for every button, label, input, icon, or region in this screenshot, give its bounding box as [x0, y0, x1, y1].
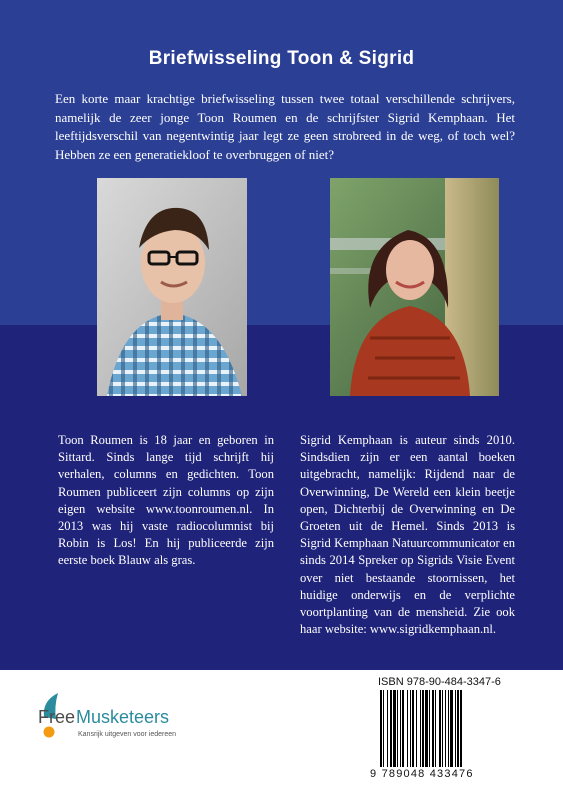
barcode-bar [393, 690, 396, 767]
barcode-bar [460, 690, 462, 767]
barcode-bar [387, 690, 388, 767]
barcode-bar [445, 690, 446, 767]
logo-dot-icon [42, 725, 56, 739]
sigrid-bio: Sigrid Kemphaan is auteur sinds 2010. Sindsdien zijn er een aantal boeken uitgebracht, namelijk: Rijdend naar de Overwinning, De Wereld een klein beetje open, Dichterbij de Overwinning en De Groeten uit de Hemel. Sinds 2013 is Sigrid Kemphaan Natuurcommunicator en sinds 2014 Spreker op Sigrids Visie Event over niet bestaande stoornissen, het huidige onderwijs en de verplichte voortplanting van de mensheid. Zie ook haar website: www.sigridkemphaan.nl. [300, 433, 515, 637]
isbn-label: ISBN 978-90-484-3347-6 [378, 676, 501, 688]
barcode-bar [439, 690, 441, 767]
barcode [378, 690, 513, 767]
publisher-logo [38, 697, 208, 749]
barcode-bar [457, 690, 459, 767]
barcode-bar [422, 690, 424, 767]
toon-photo [97, 178, 247, 396]
intro-paragraph: Een korte maar krachtige briefwisseling tussen twee totaal verschillende schrijvers, namelijk de zeer jonge Toon Roumen en de schrijfster Sigrid Kemphaan. Het leeftijdsverschil van negentwintig jaar legt ze geen strobreed in de weg, of toch wel? Hebben ze een generatiekloof te overbruggen of niet? [55, 91, 515, 162]
barcode-bar [450, 690, 453, 767]
barcode-bar [416, 690, 417, 767]
barcode-bar [442, 690, 443, 767]
barcode-bar [432, 690, 434, 767]
barcode-bar [455, 690, 456, 767]
barcode-number: 9 789048 433476 [370, 768, 474, 780]
barcode-bar [429, 690, 430, 767]
barcode-bar [435, 690, 436, 767]
barcode-bar [412, 690, 414, 767]
publisher-name-free: Free [38, 707, 76, 727]
publisher-tagline: Kansrijk uitgeven voor iedereen [78, 731, 177, 738]
barcode-bar [420, 690, 421, 767]
barcode-bar [397, 690, 398, 767]
barcode-bar [380, 690, 382, 767]
barcode-bar [448, 690, 449, 767]
toon-bio: Toon Roumen is 18 jaar en geboren in Sittard. Sinds lange tijd schrijft hij verhalen, columns en gedichten. Toon Roumen publiceert zijn columns op zijn eigen website www.toonroumen.nl. In 2013 was hij vaste radiocolumnist bij Robin is Los! En hij publiceerde zijn eerste boek Blauw als gras. [58, 433, 274, 568]
barcode-bar [383, 690, 384, 767]
publisher-name-musketeers: Musketeers [76, 707, 170, 727]
barcode-bar [407, 690, 408, 767]
barcode-bar [400, 690, 401, 767]
barcode-bar [390, 690, 392, 767]
sigrid-photo [330, 178, 499, 396]
barcode-bar [402, 690, 404, 767]
barcode-bar [410, 690, 411, 767]
book-title: Briefwisseling Toon & Sigrid [148, 48, 415, 69]
barcode-bar [425, 690, 428, 767]
